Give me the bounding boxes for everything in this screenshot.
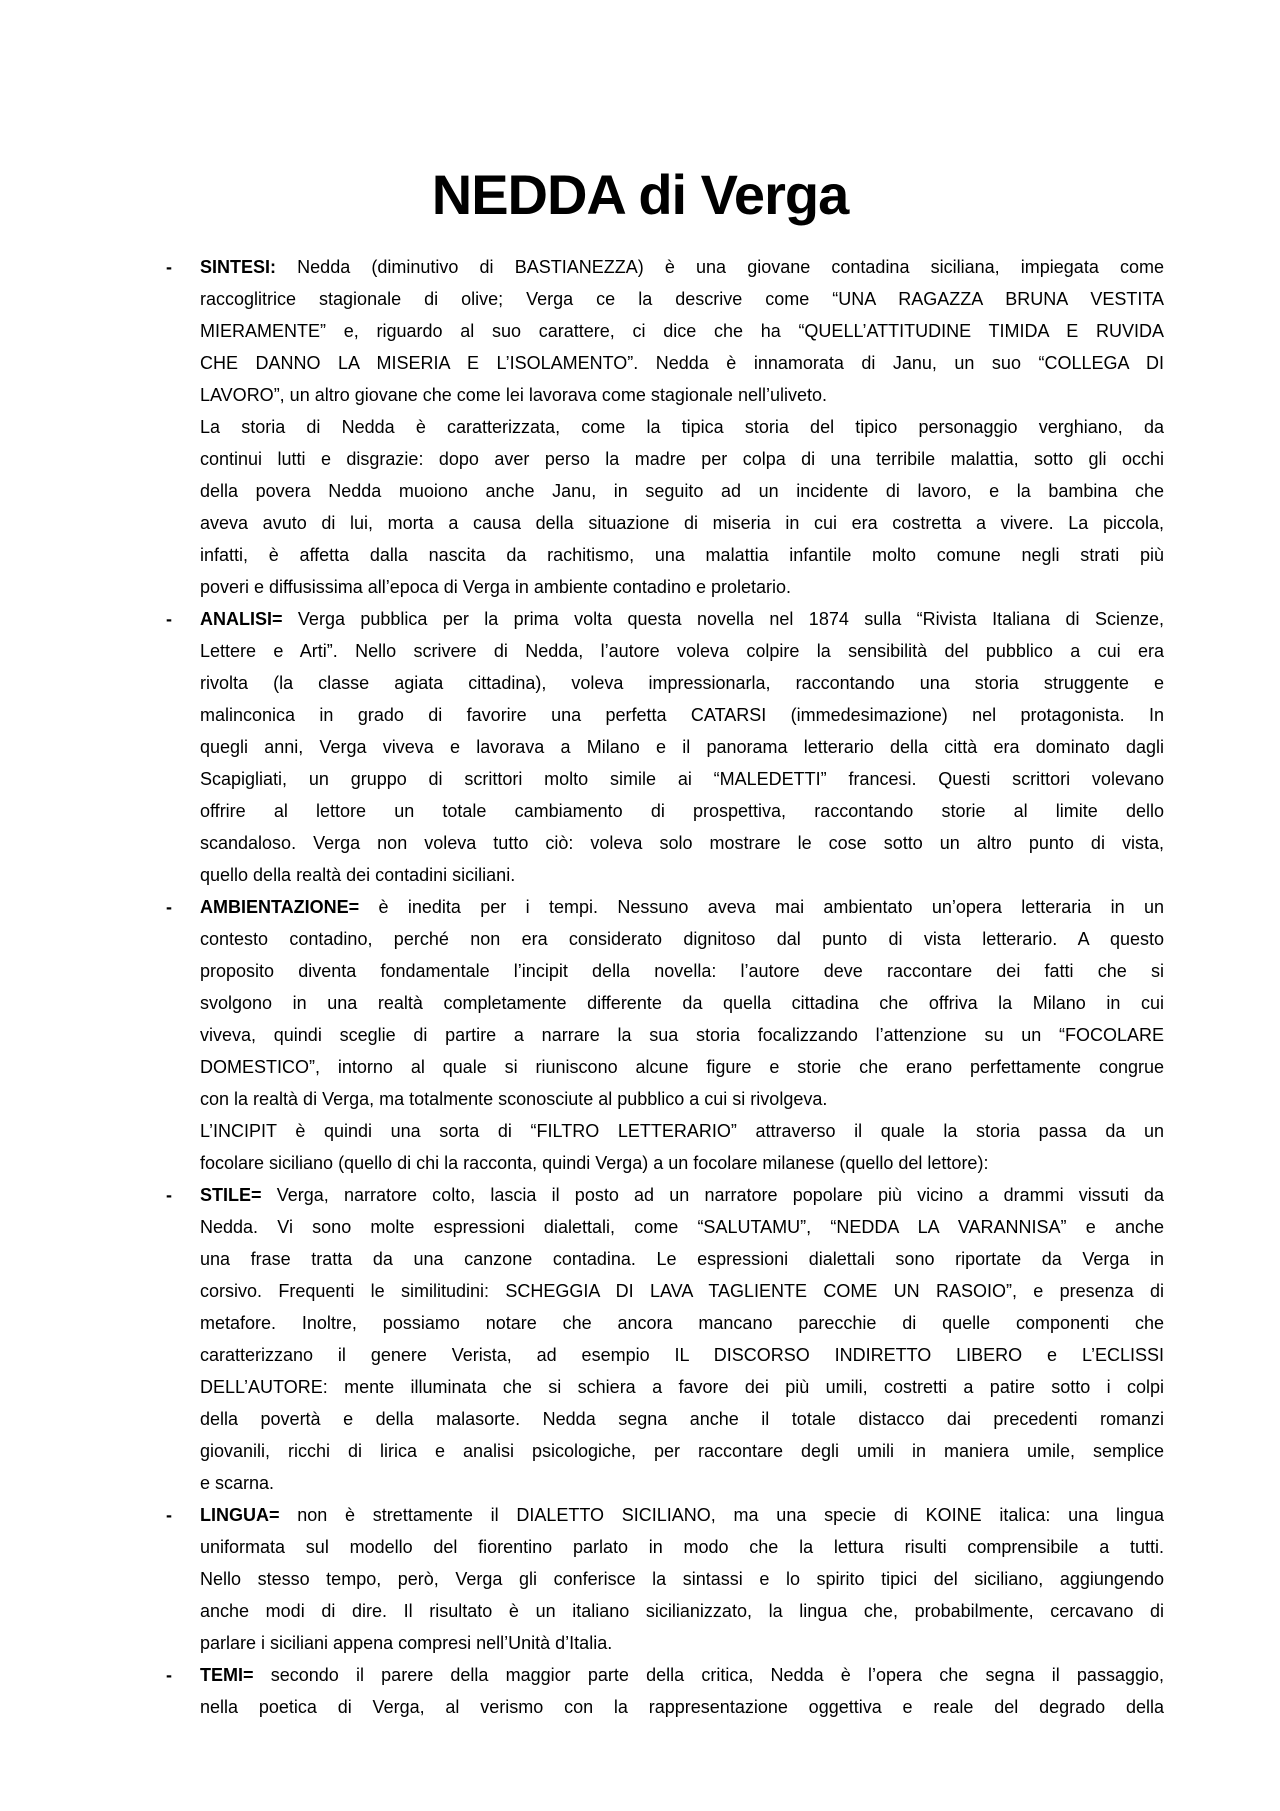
line-text: metafore. Inoltre, possiamo notare che ancora mancano parecchie di quelle componenti che: [200, 1313, 1164, 1333]
line-text: MIERAMENTE” e, riguardo al suo carattere, ci dice che ha “QUELL’ATTITUDINE TIMIDA E RUVIDA: [200, 321, 1164, 341]
line-text: e scarna.: [200, 1473, 275, 1493]
section-ambientazione: [166, 891, 1164, 1179]
section-sintesi: [166, 251, 1164, 603]
text-line: [200, 379, 1164, 411]
paragraph: [200, 1659, 1164, 1723]
line-text: infatti, è affetta dalla nascita da rachitismo, una malattia infantile molto comune negli strati più: [200, 545, 1164, 565]
text-line: [200, 1179, 1164, 1211]
text-line: [200, 443, 1164, 475]
line-text: rivolta (la classe agiata cittadina), voleva impressionarla, raccontando una storia struggente e: [200, 673, 1164, 693]
line-text: viveva, quindi sceglie di partire a narrare la sua storia focalizzando l’attenzione su un “FOCOLARE: [200, 1025, 1164, 1045]
section-label: SINTESI:: [200, 257, 277, 277]
text-line: [200, 1595, 1164, 1627]
section-temi: [166, 1659, 1164, 1723]
line-text: con la realtà di Verga, ma totalmente sconosciute al pubblico a cui si rivolgeva.: [200, 1089, 828, 1109]
section-analisi: [166, 603, 1164, 891]
text-line: [200, 795, 1164, 827]
line-text: focolare siciliano (quello di chi la racconta, quindi Verga) a un focolare milanese (quello del lettore):: [200, 1153, 989, 1173]
line-text: poveri e diffusissima all’epoca di Verga in ambiente contadino e proletario.: [200, 577, 792, 597]
text-line: [200, 635, 1164, 667]
text-line: [200, 667, 1164, 699]
section-lingua: [166, 1499, 1164, 1659]
text-line: [200, 315, 1164, 347]
text-line: [200, 1307, 1164, 1339]
text-line: [200, 571, 1164, 603]
line-text: malinconica in grado di favorire una perfetta CATARSI (immedesimazione) nel protagonista. In: [200, 705, 1164, 725]
text-line: [200, 1371, 1164, 1403]
paragraph: [200, 891, 1164, 1115]
text-line: [200, 1531, 1164, 1563]
line-text: Nedda. Vi sono molte espressioni dialettali, come “SALUTAMU”, “NEDDA LA VARANNISA” e anche: [200, 1217, 1164, 1237]
text-line: [200, 859, 1164, 891]
text-line: [200, 1147, 1164, 1179]
section-label: ANALISI=: [200, 609, 283, 629]
bullet-dash: -: [166, 1665, 172, 1685]
text-line: [200, 987, 1164, 1019]
line-text: CHE DANNO LA MISERIA E L’ISOLAMENTO”. Nedda è innamorata di Janu, un suo “COLLEGA DI: [200, 353, 1164, 373]
text-line: [200, 539, 1164, 571]
line-text: LAVORO”, un altro giovane che come lei lavorava come stagionale nell’uliveto.: [200, 385, 827, 405]
text-line: [200, 699, 1164, 731]
paragraph: [200, 251, 1164, 411]
text-line: [200, 1499, 1164, 1531]
line-text: Verga pubblica per la prima volta questa novella nel 1874 sulla “Rivista Italiana di Scienze,: [297, 609, 1164, 629]
line-text: Nello stesso tempo, però, Verga gli conferisce la sintassi e lo spirito tipici del siciliano, aggiungendo: [200, 1569, 1164, 1589]
paragraph: [200, 1499, 1164, 1659]
text-line: [200, 1339, 1164, 1371]
line-text: contesto contadino, perché non era considerato dignitoso dal punto di vista letterario. A questo: [200, 929, 1164, 949]
text-line: [200, 507, 1164, 539]
line-text: quello della realtà dei contadini siciliani.: [200, 865, 516, 885]
line-text: giovanili, ricchi di lirica e analisi psicologiche, per raccontare degli umili in maniera umile, semplice: [200, 1441, 1164, 1461]
line-text: DOMESTICO”, intorno al quale si riuniscono alcune figure e storie che erano perfettamente congrue: [200, 1057, 1164, 1077]
text-line: [200, 603, 1164, 635]
text-line: [200, 763, 1164, 795]
text-line: [200, 1627, 1164, 1659]
text-line: [200, 1467, 1164, 1499]
bullet-dash: -: [166, 609, 172, 629]
line-text: continui lutti e disgrazie: dopo aver perso la madre per colpa di una terribile malattia, sotto gli occhi: [200, 449, 1164, 469]
line-text: non è strettamente il DIALETTO SICILIANO, ma una specie di KOINE italica: una lingua: [297, 1505, 1164, 1525]
line-text: L’INCIPIT è quindi una sorta di “FILTRO LETTERARIO” attraverso il quale la storia passa da un: [200, 1121, 1164, 1141]
line-text: svolgono in una realtà completamente differente da quella cittadina che offriva la Milano in cui: [200, 993, 1164, 1013]
line-text: quegli anni, Verga viveva e lavorava a Milano e il panorama letterario della città era dominato dagli: [200, 737, 1164, 757]
line-text: nella poetica di Verga, al verismo con la rappresentazione oggettiva e reale del degrado della: [200, 1697, 1164, 1717]
text-line: [200, 1563, 1164, 1595]
bullet-dash: -: [166, 1185, 172, 1205]
line-text: aveva avuto di lui, morta a causa della situazione di miseria in cui era costretta a vivere. La piccola,: [200, 513, 1164, 533]
line-text: della povertà e della malasorte. Nedda segna anche il totale distacco dai precedenti romanzi: [200, 1409, 1164, 1429]
text-line: [200, 347, 1164, 379]
paragraph: [200, 603, 1164, 891]
paragraph: [200, 1179, 1164, 1499]
line-text: anche modi di dire. Il risultato è un italiano sicilianizzato, la lingua che, probabilmente, cercavano di: [200, 1601, 1164, 1621]
text-line: [200, 411, 1164, 443]
text-line: [200, 251, 1164, 283]
text-line: [200, 283, 1164, 315]
line-text: Verga, narratore colto, lascia il posto ad un narratore popolare più vicino a drammi vissuti da: [276, 1185, 1164, 1205]
line-text: è inedita per i tempi. Nessuno aveva mai ambientato un’opera letteraria in un: [378, 897, 1164, 917]
text-line: [200, 1243, 1164, 1275]
section-label: AMBIENTAZIONE=: [200, 897, 360, 917]
paragraph: [200, 1115, 1164, 1179]
line-text: proposito diventa fondamentale l’incipit della novella: l’autore deve raccontare dei fatti che si: [200, 961, 1164, 981]
line-text: offrire al lettore un totale cambiamento di prospettiva, raccontando storie al limite dello: [200, 801, 1164, 821]
text-line: [200, 891, 1164, 923]
line-text: della povera Nedda muoiono anche Janu, in seguito ad un incidente di lavoro, e la bambina che: [200, 481, 1164, 501]
line-text: corsivo. Frequenti le similitudini: SCHEGGIA DI LAVA TAGLIENTE COME UN RASOIO”, e presenza di: [200, 1281, 1164, 1301]
section-stile: [166, 1179, 1164, 1499]
paragraph: [200, 411, 1164, 603]
text-line: [200, 827, 1164, 859]
text-line: [200, 923, 1164, 955]
section-label: TEMI=: [200, 1665, 254, 1685]
text-line: [200, 1659, 1164, 1691]
line-text: Lettere e Arti”. Nello scrivere di Nedda, l’autore voleva colpire la sensibilità del pubblico a cui era: [200, 641, 1164, 661]
bullet-dash: -: [166, 1505, 172, 1525]
line-text: raccoglitrice stagionale di olive; Verga ce la descrive come “UNA RAGAZZA BRUNA VESTITA: [200, 289, 1164, 309]
line-text: DELL’AUTORE: mente illuminata che si schiera a favore dei più umili, costretti a patire sotto i colpi: [200, 1377, 1164, 1397]
line-text: uniformata sul modello del fiorentino parlato in modo che la lettura risulti comprensibile a tutti.: [200, 1537, 1164, 1557]
line-text: Scapigliati, un gruppo di scrittori molto simile ai “MALEDETTI” francesi. Questi scrittori volevano: [200, 769, 1164, 789]
text-line: [200, 1083, 1164, 1115]
bullet-dash: -: [166, 257, 172, 277]
document-body: [166, 251, 1164, 1723]
text-line: [200, 955, 1164, 987]
text-line: [200, 1403, 1164, 1435]
text-line: [200, 1211, 1164, 1243]
text-line: [200, 1435, 1164, 1467]
section-label: LINGUA=: [200, 1505, 280, 1525]
line-text: secondo il parere della maggior parte della critica, Nedda è l’opera che segna il passaggio,: [270, 1665, 1164, 1685]
text-line: [200, 731, 1164, 763]
line-text: una frase tratta da una canzone contadina. Le espressioni dialettali sono riportate da Verga in: [200, 1249, 1164, 1269]
text-line: [200, 1275, 1164, 1307]
bullet-dash: -: [166, 897, 172, 917]
section-label: STILE=: [200, 1185, 262, 1205]
text-line: [200, 1051, 1164, 1083]
line-text: caratterizzano il genere Verista, ad esempio IL DISCORSO INDIRETTO LIBERO e L’ECLISSI: [200, 1345, 1164, 1365]
text-line: [200, 1691, 1164, 1723]
text-line: [200, 475, 1164, 507]
document-title: NEDDA di Verga: [431, 163, 849, 226]
line-text: parlare i siciliani appena compresi nell’Unità d’Italia.: [200, 1633, 613, 1653]
text-line: [200, 1115, 1164, 1147]
text-line: [200, 1019, 1164, 1051]
line-text: scandaloso. Verga non voleva tutto ciò: voleva solo mostrare le cose sotto un altro punto di vista,: [200, 833, 1164, 853]
line-text: La storia di Nedda è caratterizzata, come la tipica storia del tipico personaggio verghiano, da: [200, 417, 1164, 437]
line-text: Nedda (diminutivo di BASTIANEZZA) è una giovane contadina siciliana, impiegata come: [297, 257, 1164, 277]
